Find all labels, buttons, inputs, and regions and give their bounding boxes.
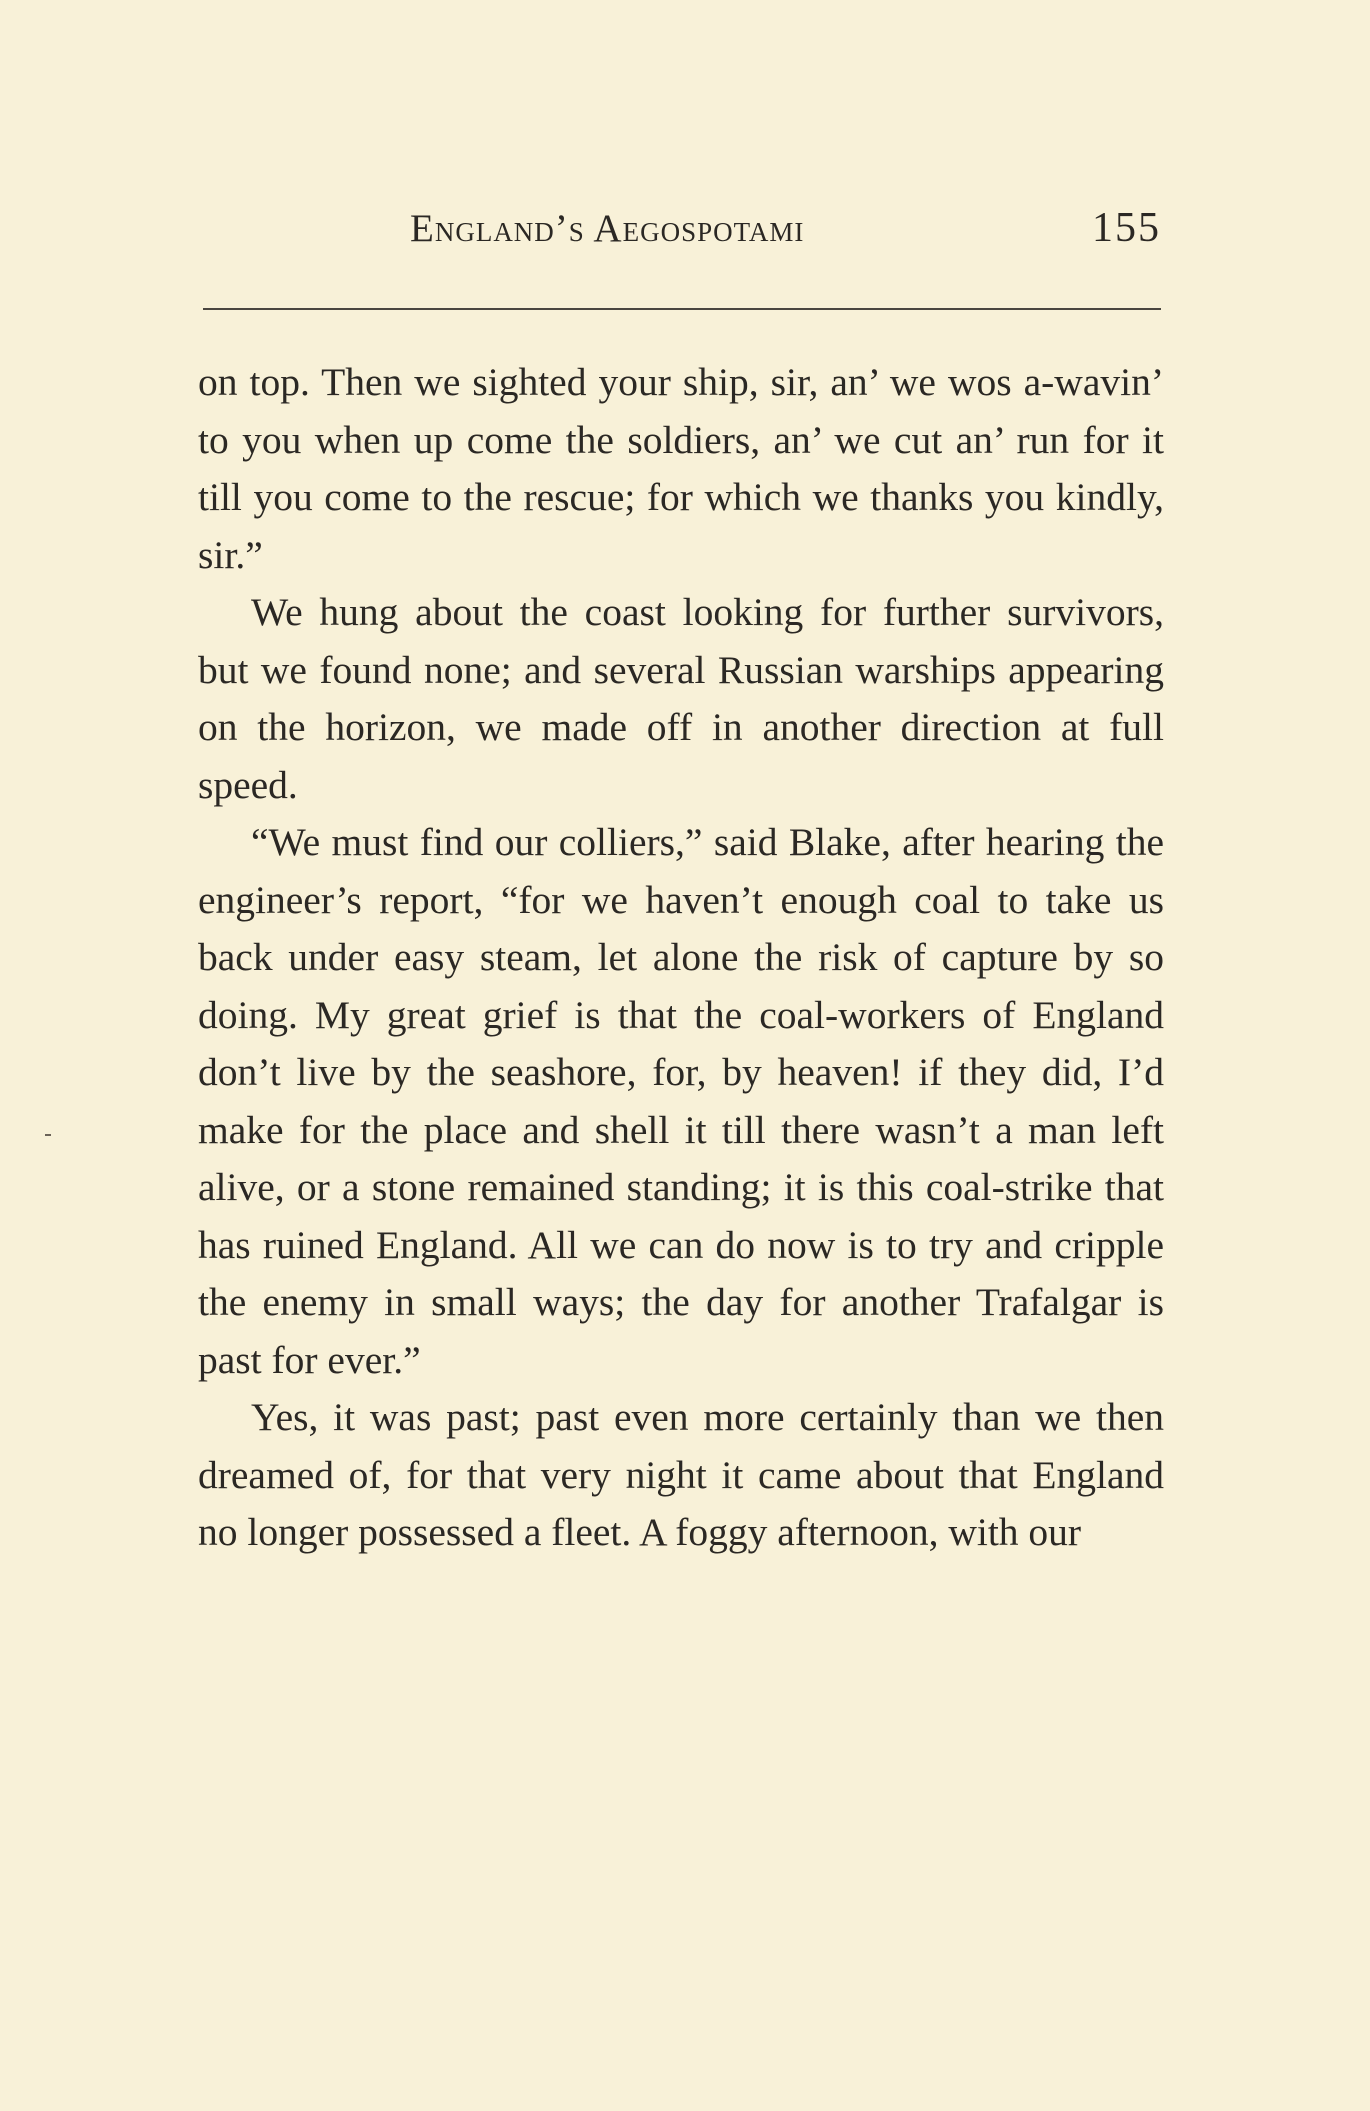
margin-speck — [45, 1134, 51, 1136]
paragraph-4: Yes, it was past; past even more certainly than we then dreamed of, for that very night it came about that England no longer possessed a fleet. A foggy afternoon, with our — [198, 1395, 1164, 1554]
running-title: England’s Aegospotami — [410, 207, 805, 250]
header-rule — [203, 308, 1161, 310]
page-number: 155 — [1092, 205, 1161, 251]
body-text — [198, 354, 1164, 1562]
paragraph-2: We hung about the coast looking for further survivors, but we found none; and several Russian warships appearing on the horizon, we made off in another direction at full speed. — [198, 590, 1164, 807]
running-header — [200, 206, 1160, 266]
paragraph-1: on top. Then we sighted your ship, sir, an’ we wos a-wavin’ to you when up come the soldiers, an’ we cut an’ run for it till you come to the rescue; for which we thanks you kindly, sir.” — [198, 360, 1164, 577]
paragraph-3: “We must find our colliers,” said Blake, after hearing the engineer’s report, “for we haven’t enough coal to take us back under easy steam, let alone the risk of capture by so doing. My great grief is that the coal-workers of England don’t live by the seashore, for, by heaven! if they did, I’d make for the place and shell it till there wasn’t a man left alive, or a stone remained standing; it is this coal-strike that has ruined England. All we can do now is to try and cripple the enemy in small ways; the day for another Trafalgar is past for ever.” — [198, 820, 1164, 1382]
